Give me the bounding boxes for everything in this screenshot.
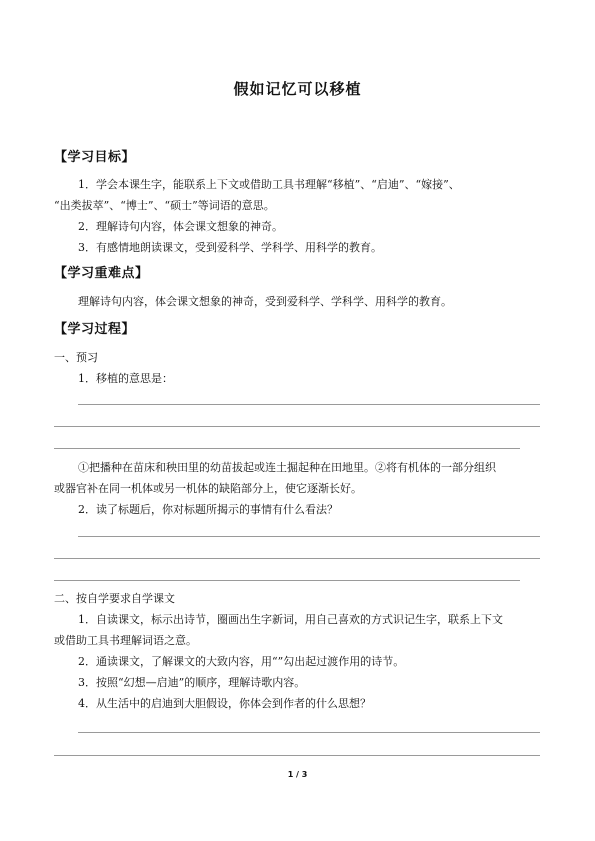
answer-line: [54, 426, 540, 427]
part2-question-4: 4．从生活中的启迪到大胆假设，你体会到作者的什么思想？: [78, 697, 371, 710]
part2-question-1-cont: 或借助工具书理解词语之意。: [54, 634, 197, 647]
part1-question-2: 2．读了标题后，你对标题所揭示的事情有什么看法？: [78, 503, 338, 516]
document-title: 假如记忆可以移植: [233, 80, 362, 98]
answer-line: [78, 732, 540, 733]
goal-item-1-cont: “出类拔萃”、“博士”、“硕士”等词语的意思。: [54, 199, 275, 212]
section-heading-process: 【学习过程】: [54, 322, 136, 337]
section-heading-key-points: 【学习重难点】: [54, 266, 149, 281]
answer-line: [54, 580, 520, 581]
goal-item-2: 2．理解诗句内容，体会课文想象的神奇。: [78, 220, 283, 233]
part1-label: 一、预习: [54, 351, 98, 364]
answer-line: [54, 558, 540, 559]
answer-line: [54, 755, 540, 756]
part2-question-3: 3．按照“幻想—启迪”的顺序，理解诗歌内容。: [78, 676, 306, 689]
answer-line: [78, 404, 540, 405]
page-number: 1 / 3: [287, 770, 308, 779]
answer-line: [78, 536, 540, 537]
part1-answer-line-1: ①把播种在苗床和秧田里的幼苗拔起或连土掘起种在田地里。②将有机体的一部分组织: [78, 461, 496, 474]
answer-line: [54, 448, 520, 449]
part2-question-1: 1．自读课文，标示出诗节，圈画出生字新词，用自己喜欢的方式识记生字，联系上下文: [78, 613, 503, 626]
part2-label: 二、按自学要求自学课文: [54, 592, 175, 605]
key-points-text: 理解诗句内容，体会课文想象的神奇，受到爱科学、学科学、用科学的教育。: [78, 295, 452, 308]
goal-item-1: 1．学会本课生字，能联系上下文或借助工具书理解“移植”、“启迪”、“嫁接”、: [78, 178, 460, 191]
section-heading-goals: 【学习目标】: [54, 150, 136, 165]
goal-item-3: 3．有感情地朗读课文，受到爱科学、学科学、用科学的教育。: [78, 241, 382, 254]
part2-question-2: 2．通读课文，了解课文的大致内容，用“”勾出起过渡作用的诗节。: [78, 655, 405, 668]
part1-question-1: 1．移植的意思是：: [78, 372, 173, 385]
part1-answer-line-2: 或器官补在同一机体或另一机体的缺陷部分上，使它逐渐长好。: [54, 482, 362, 495]
